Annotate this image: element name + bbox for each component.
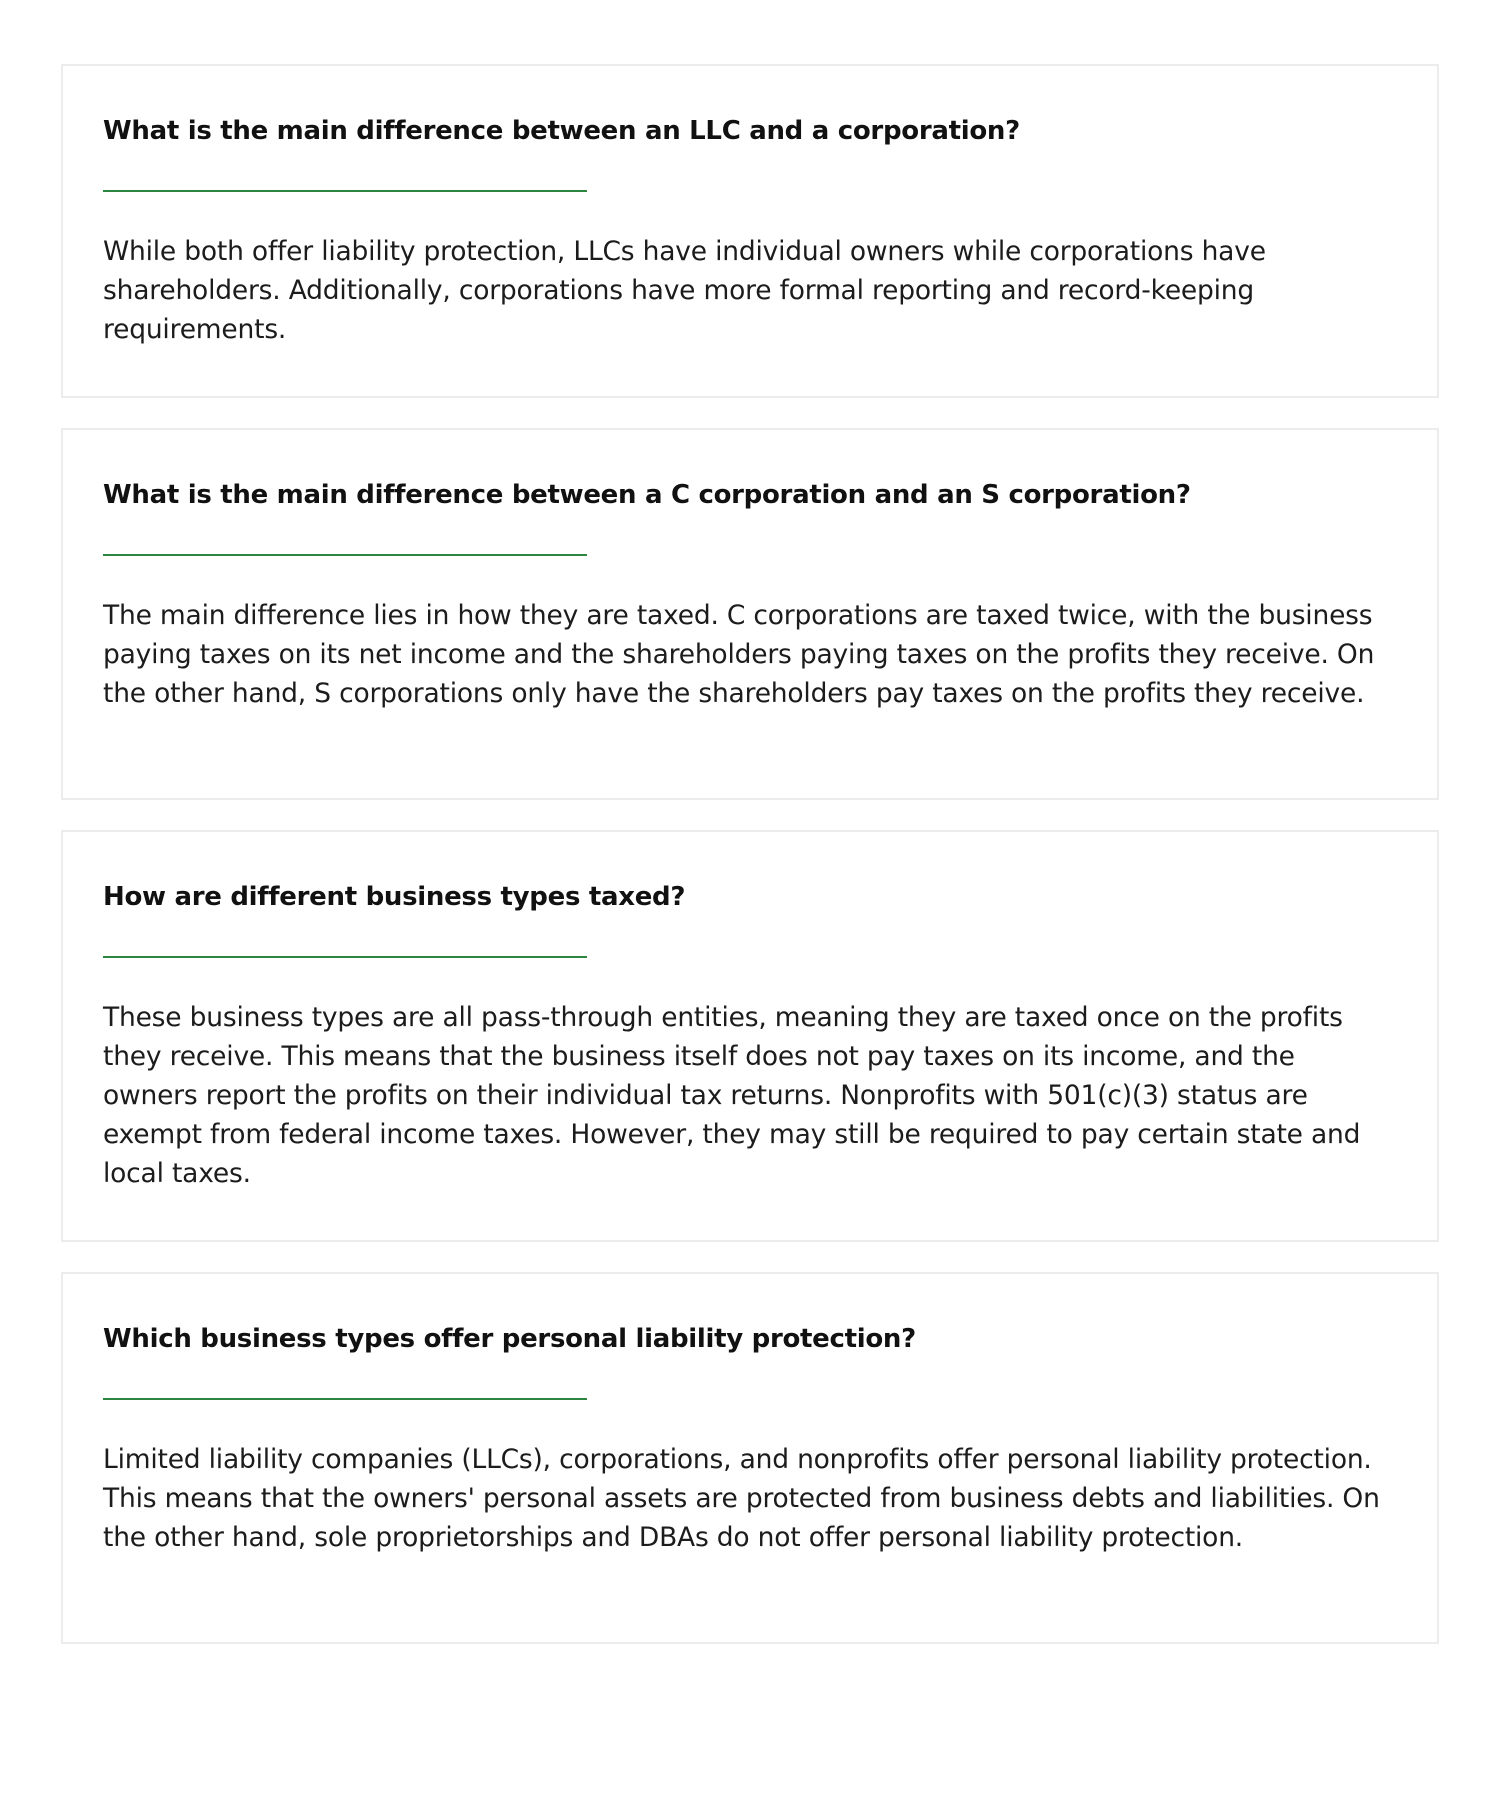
faq-card	[61, 830, 1439, 1242]
faq-question: What is the main difference between a C corporation and an S corporation?	[103, 480, 1191, 510]
faq-answer: While both offer liability protection, LLCs have individual owners while corporations have shareholders. Additionally, corporations have more formal reporting and record-keeping requirements.	[103, 236, 1266, 345]
faq-card	[61, 64, 1439, 398]
faq-list	[61, 64, 1439, 1674]
faq-answer: Limited liability companies (LLCs), corporations, and nonprofits offer personal liability protection. This means that the owners' personal assets are protected from business debts and liabilities. On the other hand, sole proprietorships and DBAs do not offer personal liability protection.	[103, 1444, 1380, 1553]
faq-card	[61, 1272, 1439, 1644]
faq-divider	[103, 1398, 587, 1400]
faq-question: What is the main difference between an LLC and a corporation?	[103, 116, 1020, 146]
faq-card	[61, 428, 1439, 800]
faq-answer: The main difference lies in how they are taxed. C corporations are taxed twice, with the business paying taxes on its net income and the shareholders paying taxes on the profits they receive. On the other hand, S corporations only have the shareholders pay taxes on the profits they receive.	[103, 600, 1375, 709]
faq-question: Which business types offer personal liability protection?	[103, 1324, 916, 1354]
faq-answer: These business types are all pass-through entities, meaning they are taxed once on the profits they receive. This means that the business itself does not pay taxes on its income, and the owners report the profits on their individual tax returns. Nonprofits with 501(c)(3) status are exempt from federal income taxes. However, they may still be required to pay certain state and local taxes.	[103, 1002, 1361, 1189]
faq-question: How are different business types taxed?	[103, 882, 686, 912]
faq-divider	[103, 190, 587, 192]
faq-divider	[103, 956, 587, 958]
faq-divider	[103, 554, 587, 556]
